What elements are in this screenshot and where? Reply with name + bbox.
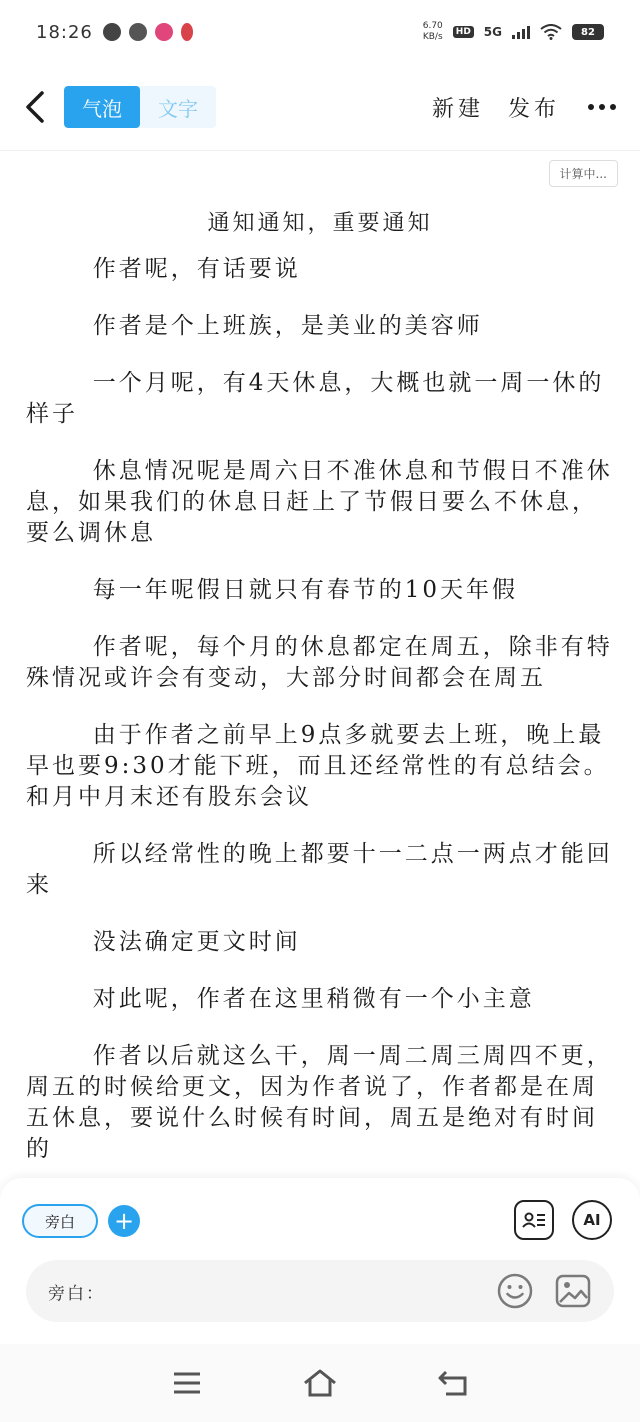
tab-text[interactable]: 文字 bbox=[158, 96, 198, 121]
net-speed-value: 6.70 bbox=[422, 21, 443, 31]
role-selector bbox=[22, 1204, 140, 1238]
paragraph[interactable]: 每一年呢假日就只有春节的10天年假 bbox=[92, 577, 518, 603]
toolbar-divider bbox=[0, 150, 640, 151]
document-body[interactable] bbox=[0, 198, 640, 1176]
net-speed bbox=[423, 21, 443, 43]
message-input-row bbox=[26, 1260, 614, 1322]
home-icon bbox=[303, 1369, 337, 1397]
smiley-icon bbox=[497, 1273, 533, 1309]
menu-nav-button[interactable] bbox=[165, 1361, 209, 1405]
more-dot-icon bbox=[610, 104, 616, 110]
paragraph[interactable]: 一个月呢，有4天休息，大概也就一周一休的样子 bbox=[26, 370, 605, 427]
paragraph[interactable]: 所以经常性的晚上都要十一二点一两点才能回来 bbox=[26, 841, 613, 898]
image-button[interactable] bbox=[554, 1272, 592, 1310]
character-card-button[interactable] bbox=[514, 1200, 554, 1240]
home-nav-button[interactable] bbox=[298, 1361, 342, 1405]
hamburger-icon bbox=[173, 1372, 201, 1394]
back-nav-button[interactable] bbox=[431, 1361, 475, 1405]
chevron-left-icon bbox=[24, 90, 46, 124]
wifi-icon bbox=[540, 24, 562, 40]
more-options-button[interactable] bbox=[584, 100, 620, 114]
editor-toolbar bbox=[0, 70, 640, 144]
role-chip-narrator[interactable]: 旁白 bbox=[22, 1204, 98, 1238]
app-notification-icon bbox=[155, 23, 173, 41]
paragraph[interactable]: 作者呢，有话要说 bbox=[92, 256, 301, 282]
paragraph[interactable]: 作者呢，每个月的休息都定在周五，除非有特殊情况或许会有变动，大部分时间都会在周五 bbox=[26, 634, 613, 691]
chat-bubble-icon bbox=[103, 23, 121, 41]
image-icon bbox=[555, 1274, 591, 1308]
network-type: 5G bbox=[483, 25, 502, 39]
notification-icons bbox=[103, 23, 193, 41]
word-count-badge: 计算中... bbox=[549, 160, 618, 187]
ai-label: AI bbox=[583, 1211, 601, 1229]
back-button[interactable] bbox=[20, 85, 50, 129]
paragraph[interactable]: 没法确定更文时间 bbox=[92, 929, 301, 955]
new-button[interactable]: 新建 bbox=[431, 96, 484, 122]
paragraph[interactable]: 由于作者之前早上9点多就要去上班，晚上最早也要9:30才能下班，而且还经常性的有总结会。和月中月末还有股东会议 bbox=[26, 722, 610, 810]
signal-icon bbox=[512, 25, 530, 39]
paragraph[interactable]: 休息情况呢是周六日不准休息和节假日不准休息，如果我们的休息日赶上了节假日要么不休息，要么调休息 bbox=[26, 458, 613, 546]
paragraph[interactable]: 作者是个上班族，是美业的美容师 bbox=[92, 313, 483, 339]
status-right bbox=[423, 21, 604, 43]
speaker-label: 旁白： bbox=[48, 1283, 105, 1304]
publish-button[interactable]: 发布 bbox=[507, 96, 560, 122]
document-title[interactable]: 通知通知，重要通知 bbox=[207, 211, 433, 236]
emoji-button[interactable] bbox=[496, 1272, 534, 1310]
paragraph[interactable]: 对此呢，作者在这里稍微有一个小主意 bbox=[92, 986, 535, 1012]
add-role-button[interactable] bbox=[108, 1205, 140, 1237]
ai-button[interactable] bbox=[572, 1200, 612, 1240]
message-input[interactable] bbox=[111, 1281, 496, 1301]
plus-icon: + bbox=[113, 1207, 135, 1235]
wechat-icon bbox=[129, 23, 147, 41]
tab-bubble[interactable]: 气泡 bbox=[64, 86, 140, 128]
battery-level: 82 bbox=[581, 26, 595, 38]
mode-switch bbox=[64, 86, 216, 128]
paragraph[interactable]: 作者以后就这么干，周一周二周三周四不更，周五的时候给更文，因为作者说了，作者都是在周五休息，要说什么时候有时间，周五是绝对有时间的 bbox=[26, 1043, 613, 1162]
return-icon bbox=[438, 1370, 468, 1396]
hd-badge: HD bbox=[453, 26, 474, 38]
net-speed-unit: KB/s bbox=[422, 32, 443, 42]
toolbar-actions bbox=[432, 92, 620, 123]
input-tools bbox=[496, 1272, 592, 1310]
more-dot-icon bbox=[588, 104, 594, 110]
battery-icon bbox=[572, 24, 604, 40]
system-nav-bar bbox=[0, 1344, 640, 1422]
location-pin-icon bbox=[181, 23, 193, 41]
status-bar bbox=[0, 0, 640, 64]
panel-tools bbox=[514, 1200, 612, 1240]
status-time: 18:26 bbox=[36, 21, 93, 43]
compose-panel bbox=[0, 1178, 640, 1344]
more-dot-icon bbox=[599, 104, 605, 110]
contact-card-icon bbox=[521, 1209, 547, 1231]
